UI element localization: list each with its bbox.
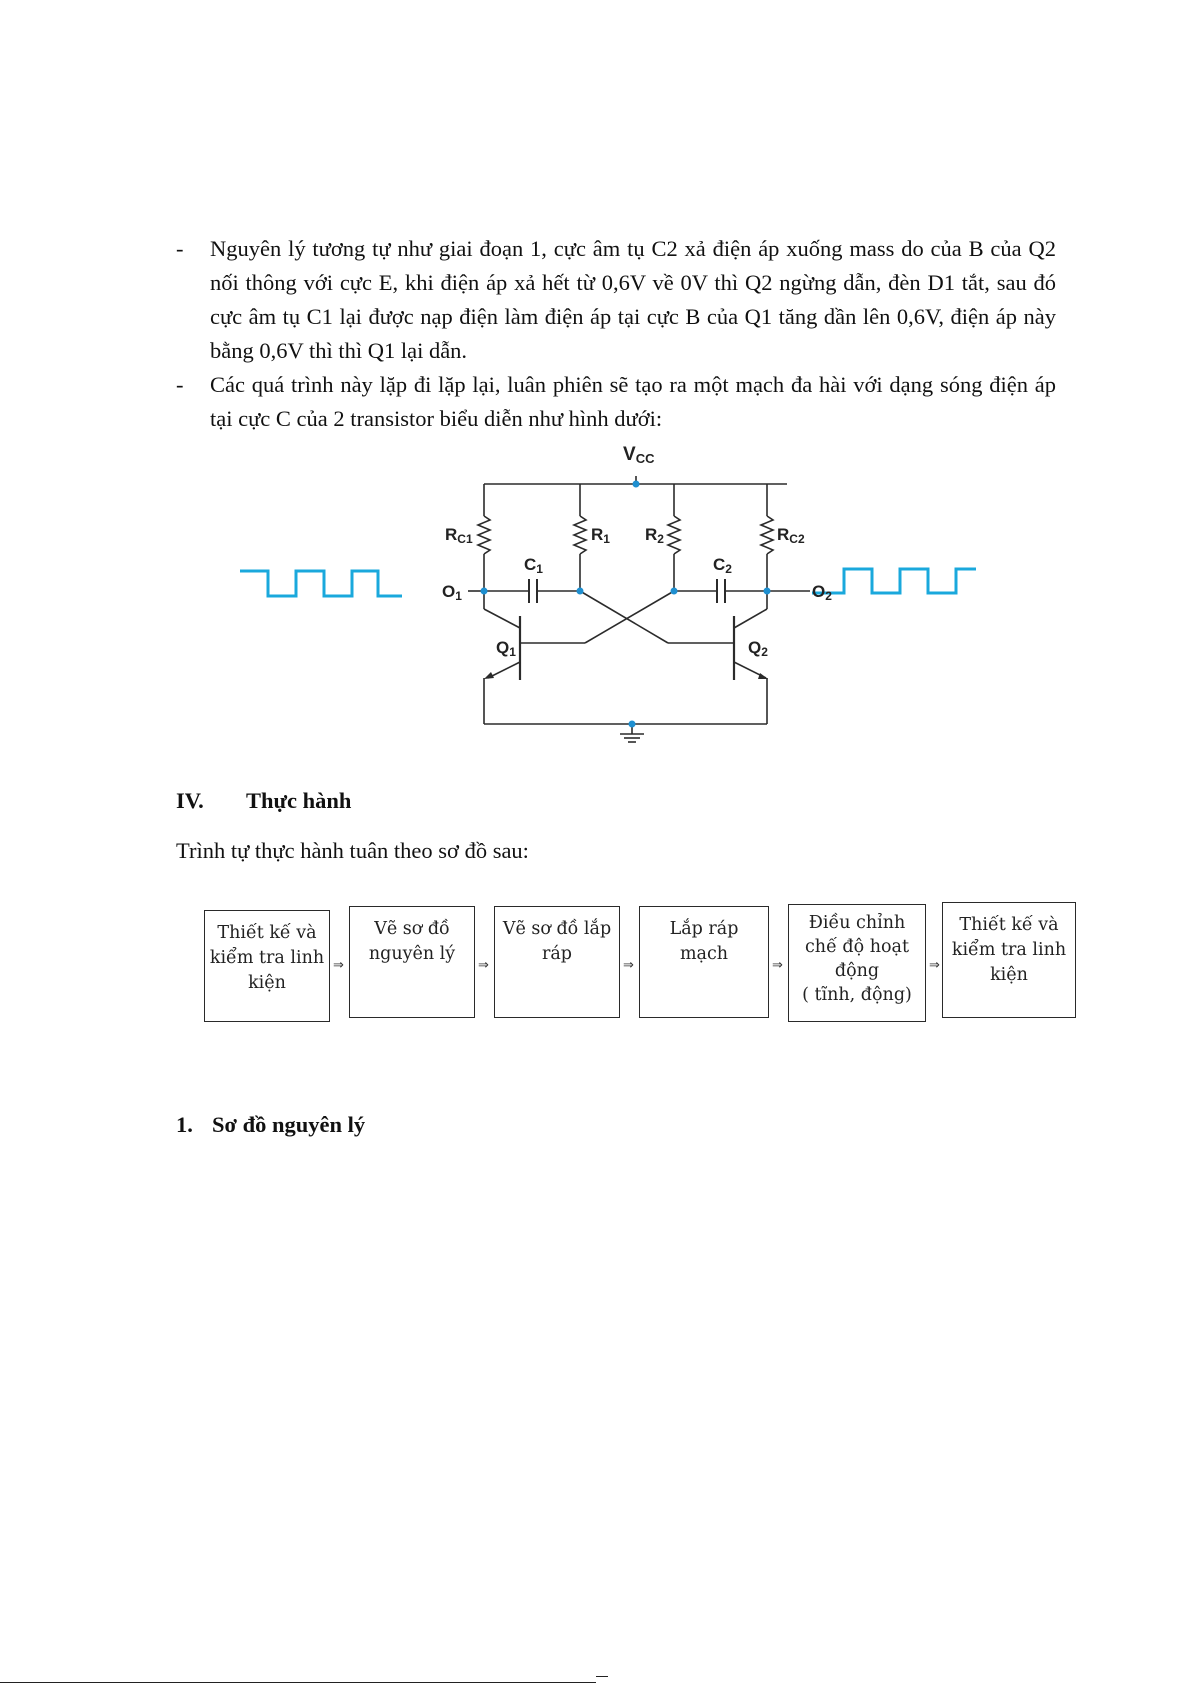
flow-arrow-icon: ⇒ (333, 958, 344, 973)
flow-box-line: kiện (248, 973, 286, 993)
resistor-rc1 (478, 516, 490, 554)
q1-emitter-arrow (484, 672, 494, 679)
intro-paragraph: Trình tự thực hành tuân theo sơ đồ sau: (176, 838, 529, 863)
subsection-heading-1 (176, 1112, 365, 1138)
bullet-dash: - (176, 236, 184, 261)
flow-box-line: kiện (990, 965, 1028, 985)
cross-link-r2-q1 (585, 591, 674, 643)
flow-box-line: động (834, 961, 880, 981)
bullet-paragraph-2 (176, 368, 1056, 436)
flow-box-line: ( tĩnh, động) (802, 985, 912, 1005)
footer-rule (0, 1682, 596, 1683)
flow-box-5 (788, 904, 926, 1022)
flow-box-line: Điều chỉnh (808, 913, 906, 933)
label-c2: C2 (713, 555, 732, 576)
waveform-o2 (812, 569, 976, 593)
flow-box-line: ráp (541, 944, 572, 964)
bullet-dash: - (176, 372, 184, 397)
label-c1: C1 (524, 555, 543, 576)
node-q2-collector (764, 588, 771, 595)
resistor-r2 (668, 516, 680, 554)
flow-box-3 (494, 906, 620, 1018)
label-rc2: RC2 (777, 525, 805, 546)
procedure-flowchart (196, 900, 1081, 1040)
resistor-r1 (574, 516, 586, 554)
bullet-text: Các quá trình này lặp đi lặp lại, luân phiên sẽ tạo ra một mạch đa hài với dạng sóng điện áp tại cực C của 2 transistor biểu diễn như hình dưới: (210, 372, 1056, 431)
node-r1 (577, 588, 584, 595)
flow-box-line: Vẽ sơ đồ (374, 919, 450, 939)
flow-box-line: nguyên lý (368, 944, 456, 964)
label-q1: Q1 (496, 638, 516, 659)
flow-arrow-icon: ⇒ (772, 958, 783, 973)
flow-box-line: kiểm tra linh (951, 940, 1067, 960)
section-title: Thực hành (246, 788, 352, 813)
label-o2: O2 (812, 582, 832, 603)
flow-arrow-icon: ⇒ (929, 958, 940, 973)
label-q2: Q2 (748, 638, 768, 659)
label-o1: O1 (442, 582, 462, 603)
section-number: IV. (176, 788, 204, 813)
subsection-title: Sơ đồ nguyên lý (212, 1112, 366, 1137)
bullet-paragraph-1 (176, 232, 1056, 368)
flow-box-4 (639, 906, 769, 1018)
flow-box-6 (942, 902, 1076, 1018)
bullet-text: Nguyên lý tương tự như giai đoạn 1, cực âm tụ C2 xả điện áp xuống mass do của B của Q2 nối thông với cực E, khi điện áp xả hết từ 0,6V về 0V thì Q2 ngừng dẫn, đèn D1 tắt, sau đó cực âm tụ C1 lại được nạp điện làm điện áp tại cực B của Q1 tăng dần lên 0,6V, điện áp này bằng 0,6V thì thì Q1 lại dẫn. (210, 236, 1056, 363)
label-r1: R1 (591, 525, 610, 546)
flow-arrow-icon: ⇒ (623, 958, 634, 973)
flow-box-line: Thiết kế và (217, 923, 317, 943)
flow-box-1 (204, 910, 330, 1022)
flow-arrow-icon: ⇒ (478, 958, 489, 973)
node-vcc (633, 481, 640, 488)
multivibrator-circuit-diagram (240, 436, 1050, 766)
flow-box-line: Lắp ráp (669, 919, 739, 939)
flow-box-line: mạch (679, 944, 729, 964)
flow-box-2 (349, 906, 475, 1018)
waveform-o1 (240, 571, 402, 596)
node-q1-collector (481, 588, 488, 595)
flow-box-line: Thiết kế và (959, 915, 1059, 935)
flow-box-line: kiểm tra linh (209, 948, 325, 968)
node-r2 (671, 588, 678, 595)
node-ground (629, 721, 636, 728)
subsection-number: 1. (176, 1112, 193, 1137)
section-heading-iv (176, 788, 351, 814)
resistor-rc2 (761, 516, 773, 554)
footer-rule-tick (596, 1676, 608, 1677)
label-rc1: RC1 (445, 525, 473, 546)
label-vcc: VCC (623, 444, 655, 466)
flow-box-line: Vẽ sơ đồ lắp (502, 919, 612, 939)
flow-box-line: chế độ hoạt (805, 937, 909, 957)
cross-link-r1-q2 (580, 591, 668, 643)
label-r2: R2 (645, 525, 664, 546)
